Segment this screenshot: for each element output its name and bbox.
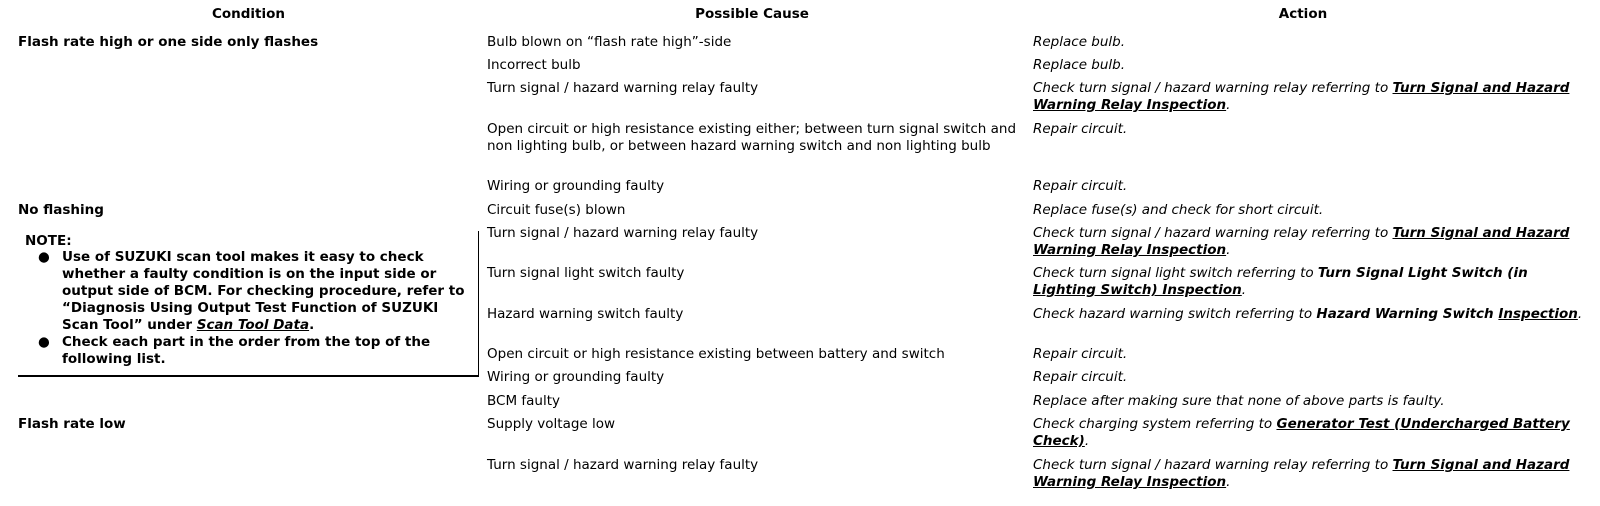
hazard-switch-inspection-link[interactable]: Inspection (1498, 306, 1578, 322)
action-cell: Replace bulb. (1033, 34, 1126, 50)
condition-no-flashing: No flashing (18, 202, 104, 218)
relay-inspection-link[interactable]: Turn Signal and Hazard Warning Relay Inspection (1033, 457, 1570, 490)
action-cell: Check charging system referring to Generator Test (Undercharged Battery Check). (1033, 416, 1570, 449)
relay-inspection-link[interactable]: Turn Signal and Hazard Warning Relay Inspection (1033, 80, 1570, 113)
action-cell: Check turn signal / hazard warning relay referring to Turn Signal and Hazard Warning Relay Inspection. (1033, 457, 1570, 490)
header-possible-cause: Possible Cause (695, 6, 809, 22)
cause-cell: Bulb blown on “flash rate high”-side (487, 34, 732, 50)
note-box (18, 231, 479, 377)
action-cell: Replace bulb. (1033, 57, 1126, 73)
cause-cell: Circuit fuse(s) blown (487, 202, 626, 218)
cause-cell: Incorrect bulb (487, 57, 581, 73)
cause-cell: BCM faulty (487, 393, 561, 409)
action-cell: Check turn signal / hazard warning relay referring to Turn Signal and Hazard Warning Relay Inspection. (1033, 225, 1570, 258)
cause-cell: Turn signal / hazard warning relay faulty (487, 457, 759, 473)
cause-cell: Wiring or grounding faulty (487, 369, 665, 385)
cause-cell: Open circuit or high resistance existing between battery and switch (487, 346, 945, 362)
action-cell: Replace after making sure that none of above parts is faulty. (1033, 393, 1445, 409)
note-item: ● Check each part in the order from the top of the following list. (38, 334, 431, 367)
cause-cell: Turn signal / hazard warning relay faulty (487, 80, 759, 96)
cause-cell: Wiring or grounding faulty (487, 178, 665, 194)
condition-flash-rate-high: Flash rate high or one side only flashes (18, 34, 319, 50)
note-list (38, 249, 478, 368)
action-cell: Replace fuse(s) and check for short circuit. (1033, 202, 1324, 218)
cause-cell: Turn signal light switch faulty (487, 265, 685, 281)
action-cell: Check turn signal light switch referring to Turn Signal Light Switch (in Lighting Switch) Inspection. (1033, 265, 1528, 298)
action-cell: Repair circuit. (1033, 121, 1128, 137)
cause-cell: Open circuit or high resistance existing either; between turn signal switch and non lighting bulb, or between hazard warning switch and non lighting bulb (487, 121, 1017, 154)
action-cell: Repair circuit. (1033, 346, 1128, 362)
note-title: NOTE: (25, 233, 72, 249)
cause-cell: Turn signal / hazard warning relay faulty (487, 225, 759, 241)
bullet-icon: ● (38, 249, 50, 265)
header-action: Action (1278, 6, 1328, 22)
turn-signal-switch-inspection-link[interactable]: Lighting Switch) Inspection (1033, 282, 1242, 298)
action-cell: Check hazard warning switch referring to Hazard Warning Switch Inspection. (1033, 306, 1583, 322)
condition-flash-rate-low: Flash rate low (18, 416, 126, 432)
action-cell: Repair circuit. (1033, 178, 1128, 194)
action-cell: Check turn signal / hazard warning relay referring to Turn Signal and Hazard Warning Relay Inspection. (1033, 80, 1570, 113)
relay-inspection-link[interactable]: Turn Signal and Hazard Warning Relay Inspection (1033, 225, 1570, 258)
action-cell: Repair circuit. (1033, 369, 1128, 385)
bullet-icon: ● (38, 334, 50, 350)
note-item: ● Use of SUZUKI scan tool makes it easy to check whether a faulty condition is on the input side or output side of BCM. For checking procedure, refer to “Diagnosis Using Output Test Function of SUZUKI Scan Tool” under Scan Tool Data. (38, 249, 465, 333)
cause-cell: Hazard warning switch faulty (487, 306, 684, 322)
cause-cell: Supply voltage low (487, 416, 616, 432)
scan-tool-data-link[interactable]: Scan Tool Data (196, 317, 310, 333)
header-condition: Condition (211, 6, 286, 22)
generator-test-link[interactable]: Generator Test (Undercharged Battery Check) (1033, 416, 1570, 449)
